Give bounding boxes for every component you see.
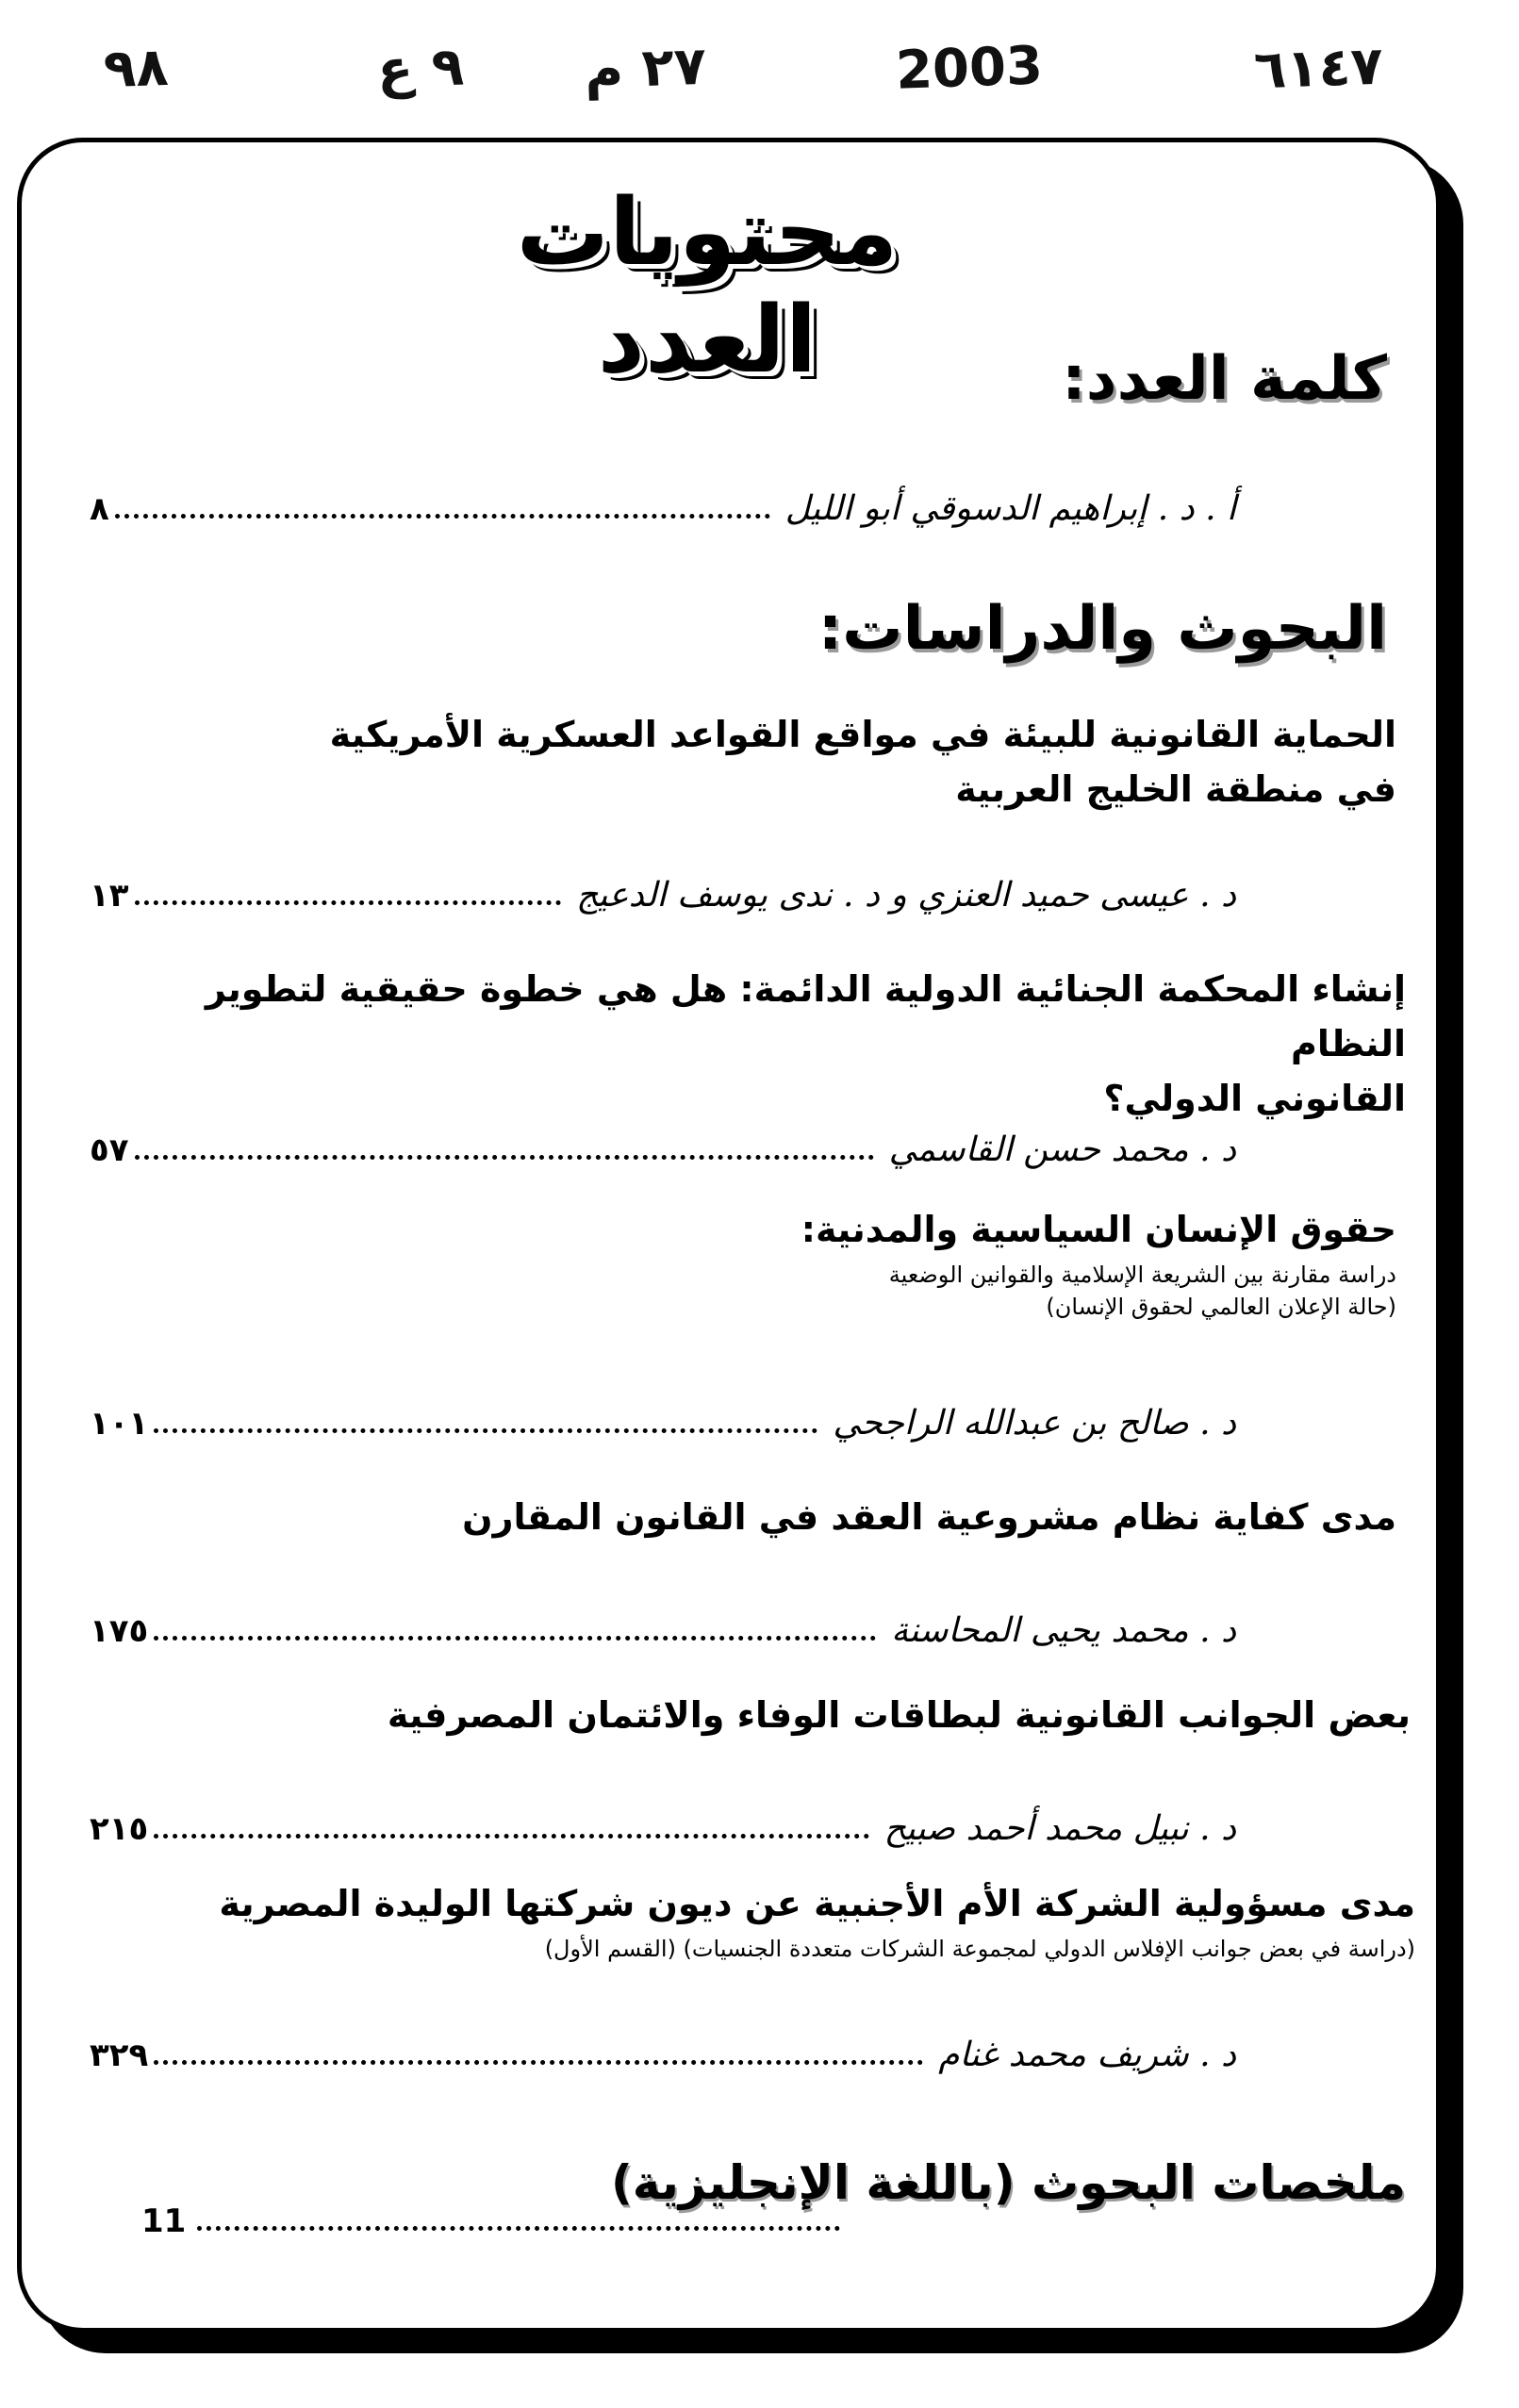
title-line: بعض الجوانب القانونية لبطاقات الوفاء والائتمان المصرفية — [387, 1694, 1411, 1736]
handwritten-code: ٦١٤٧ — [1252, 35, 1384, 102]
article-3-subtitle — [76, 1259, 1396, 1323]
entry-author: د . عيسى حميد العنزي و د . ندى يوسف الدعيج — [576, 876, 1236, 915]
entry-author: د . نبيل محمد أحمد صبيح — [883, 1809, 1236, 1848]
entry-author: د . محمد حسن القاسمي — [888, 1130, 1236, 1169]
article-4-byline — [90, 1593, 1236, 1650]
article-6-title — [95, 1876, 1415, 1931]
title-line: مدى مسؤولية الشركة الأم الأجنبية عن ديون شركتها الوليدة المصرية — [219, 1883, 1415, 1924]
article-5-title — [91, 1688, 1411, 1742]
article-3-title — [76, 1202, 1396, 1257]
entry-page: ١٧٥ — [90, 1612, 149, 1650]
leader-dots — [154, 1834, 868, 1839]
entry-page: ١٠١ — [90, 1405, 149, 1443]
title-line: إنشاء المحكمة الجنائية الدولية الدائمة: هل هي خطوة حقيقية لتطوير النظام — [205, 968, 1406, 1064]
leader-dots — [154, 1428, 817, 1433]
entry-page: ٥٧ — [90, 1131, 129, 1169]
article-1-byline — [90, 858, 1236, 915]
leader-dots — [115, 514, 770, 519]
entry-author: أ . د . إبراهيم الدسوقي أبو الليل — [784, 489, 1236, 528]
summaries-entry — [141, 2193, 844, 2240]
article-1-title — [76, 707, 1396, 816]
leader-dots — [154, 1636, 876, 1641]
article-3-byline — [90, 1386, 1236, 1443]
entry-page: ١٣ — [90, 877, 129, 915]
section-heading-summaries: ملخصات البحوث (باللغة الإنجليزية) — [610, 2155, 1406, 2210]
entry-page: ٢١٥ — [90, 1810, 149, 1848]
entry-author: د . صالح بن عبدالله الراجحي — [833, 1404, 1236, 1443]
article-6-subtitle — [95, 1933, 1415, 1965]
page-title: محتويات العدد — [516, 179, 899, 394]
handwritten-year: 2003 — [894, 35, 1044, 102]
handwritten-note-issue: ٢٧ م — [583, 35, 708, 102]
word-entry — [90, 471, 1236, 528]
subtitle-line: دراسة مقارنة بين الشريعة الإسلامية والقوانين الوضعية — [888, 1262, 1396, 1288]
entry-page: 11 — [141, 2202, 187, 2240]
title-line: حقوق الإنسان السياسية والمدنية: — [801, 1209, 1396, 1250]
article-6-byline — [90, 2018, 1236, 2074]
article-2-title — [86, 962, 1406, 1126]
entry-page: ٨ — [90, 490, 109, 528]
leader-dots — [135, 1155, 874, 1160]
leader-dots — [197, 2226, 840, 2231]
article-4-title — [76, 1490, 1396, 1544]
title-line: مدى كفاية نظام مشروعية العقد في القانون المقارن — [462, 1496, 1396, 1538]
handwritten-page-number: ٩٨ — [102, 36, 170, 101]
leader-dots — [154, 2060, 923, 2065]
article-5-byline — [90, 1791, 1236, 1848]
title-line: في منطقة الخليج العربية — [955, 768, 1396, 810]
section-heading-research: البحوث والدراسات: — [817, 594, 1387, 664]
subtitle-line: (حالة الإعلان العالمي لحقوق الإنسان) — [1046, 1294, 1396, 1320]
leader-dots — [135, 900, 562, 905]
title-line: الحماية القانونية للبيئة في مواقع القواعد العسكرية الأمريكية — [329, 714, 1396, 755]
entry-page: ٣٢٩ — [90, 2037, 149, 2074]
article-2-byline — [90, 1113, 1236, 1169]
subtitle-line: (دراسة في بعض جوانب الإفلاس الدولي لمجموعة الشركات متعددة الجنسيات) (القسم الأول) — [544, 1936, 1415, 1962]
section-heading-word: كلمة العدد: — [1062, 344, 1387, 414]
title-line: القانوني الدولي؟ — [1103, 1078, 1406, 1119]
handwritten-note-volume: ٩ ع — [375, 36, 466, 101]
entry-author: د . محمد يحيى المحاسنة — [891, 1611, 1236, 1650]
entry-author: د . شريف محمد غنام — [938, 2036, 1236, 2074]
